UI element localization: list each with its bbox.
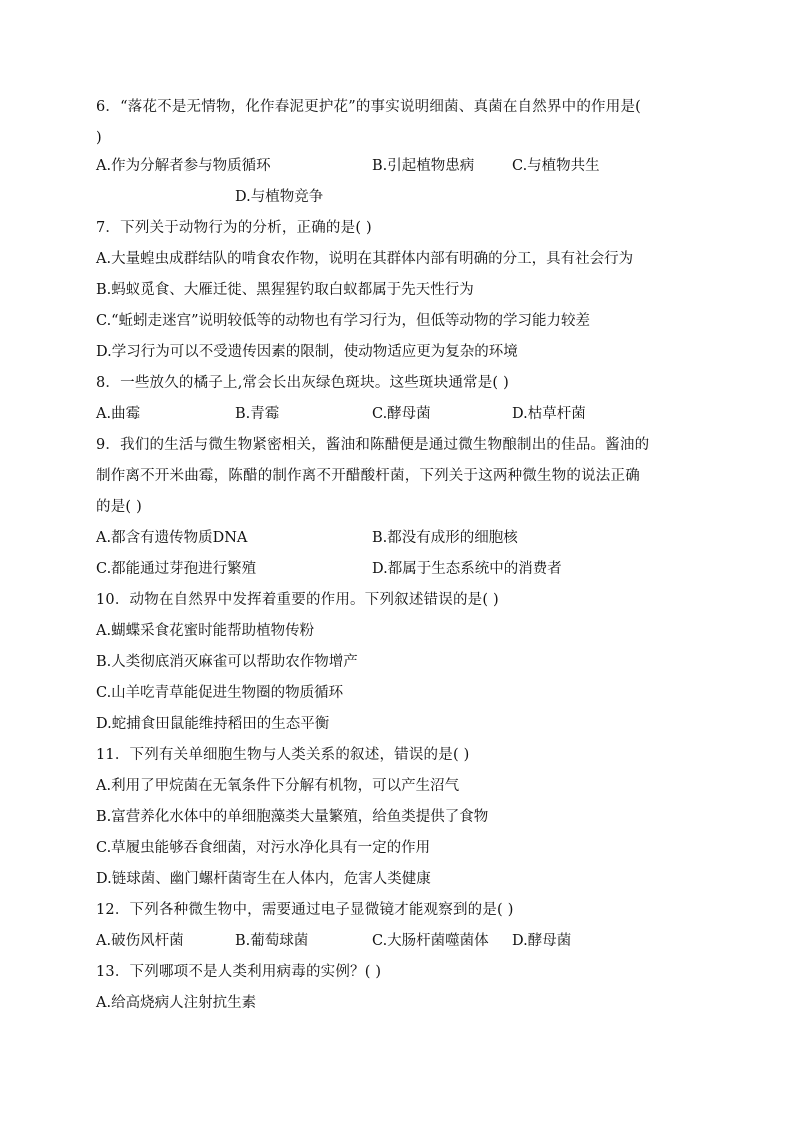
question-10-stem: 10．动物在自然界中发挥着重要的作用。下列叙述错误的是( )	[96, 592, 499, 608]
question-8-option-a: A.曲霉	[96, 406, 141, 422]
question-10-option-b: B.人类彻底消灭麻雀可以帮助农作物增产	[96, 654, 358, 670]
question-12-option-a: A.破伤风杆菌	[96, 933, 184, 949]
question-7-option-a: A.大量蝗虫成群结队的啃食农作物，说明在其群体内部有明确的分工，具有社会行为	[96, 251, 634, 267]
question-12-option-c: C.大肠杆菌噬菌体	[372, 933, 489, 949]
question-9-stem: 9．我们的生活与微生物紧密相关，酱油和陈醋便是通过微生物酿制出的佳品。酱油的	[96, 437, 650, 453]
question-8-option-d: D.枯草杆菌	[512, 406, 586, 422]
question-10-option-d: D.蛇捕食田鼠能维持稻田的生态平衡	[96, 716, 330, 732]
question-9-option-d: D.都属于生态系统中的消费者	[372, 561, 562, 577]
question-12-option-d: D.酵母菌	[512, 933, 572, 949]
question-8-stem: 8．一些放久的橘子上,常会长出灰绿色斑块。这些斑块通常是( )	[96, 375, 509, 391]
question-12-stem: 12．下列各种微生物中，需要通过电子显微镜才能观察到的是( )	[96, 902, 514, 918]
question-11-option-a: A.利用了甲烷菌在无氧条件下分解有机物，可以产生沼气	[96, 778, 460, 794]
question-6-option-c: C.与植物共生	[512, 158, 600, 174]
question-13-option-a: A.给高烧病人注射抗生素	[96, 995, 257, 1011]
question-9-option-c: C.都能通过芽孢进行繁殖	[96, 561, 257, 577]
question-7-stem: 7．下列关于动物行为的分析，正确的是( )	[96, 220, 372, 236]
question-11-option-c: C.草履虫能够吞食细菌，对污水净化具有一定的作用	[96, 840, 431, 856]
question-6-stem: 6．“落花不是无情物，化作春泥更护花”的事实说明细菌、真菌在自然界中的作用是(	[96, 99, 642, 115]
question-8-option-c: C.酵母菌	[372, 406, 431, 422]
question-10-option-c: C.山羊吃青草能促进生物圈的物质循环	[96, 685, 344, 701]
question-9-option-b: B.都没有成形的细胞核	[372, 530, 518, 546]
question-11-option-b: B.富营养化水体中的单细胞藻类大量繁殖，给鱼类提供了食物	[96, 809, 489, 825]
question-7-option-b: B.蚂蚁觅食、大雁迁徙、黑猩猩钓取白蚁都属于先天性行为	[96, 282, 474, 298]
question-7-option-c: C.“蚯蚓走迷宫”说明较低等的动物也有学习行为，但低等动物的学习能力较差	[96, 313, 591, 329]
question-9-stem-cont-1: 制作离不开米曲霉，陈醋的制作离不开醋酸杆菌，下列关于这两种微生物的说法正确	[96, 468, 640, 484]
question-6-option-d: D.与植物竞争	[235, 189, 324, 205]
question-13-stem: 13．下列哪项不是人类利用病毒的实例？( )	[96, 964, 382, 980]
question-9-option-a: A.都含有遗传物质DNA	[96, 530, 248, 546]
question-6-option-a: A.作为分解者参与物质循环	[96, 158, 271, 174]
question-6-option-b: B.引起植物患病	[372, 158, 475, 174]
question-8-option-b: B.青霉	[235, 406, 280, 422]
question-11-option-d: D.链球菌、幽门螺杆菌寄生在人体内，危害人类健康	[96, 871, 431, 887]
question-11-stem: 11．下列有关单细胞生物与人类关系的叙述，错误的是( )	[96, 747, 470, 763]
question-7-option-d: D.学习行为可以不受遗传因素的限制，使动物适应更为复杂的环境	[96, 344, 518, 360]
question-9-stem-cont-2: 的是( )	[96, 499, 142, 515]
question-10-option-a: A.蝴蝶采食花蜜时能帮助植物传粉	[96, 623, 315, 639]
question-6-stem-cont: )	[96, 130, 102, 146]
question-12-option-b: B.葡萄球菌	[235, 933, 309, 949]
